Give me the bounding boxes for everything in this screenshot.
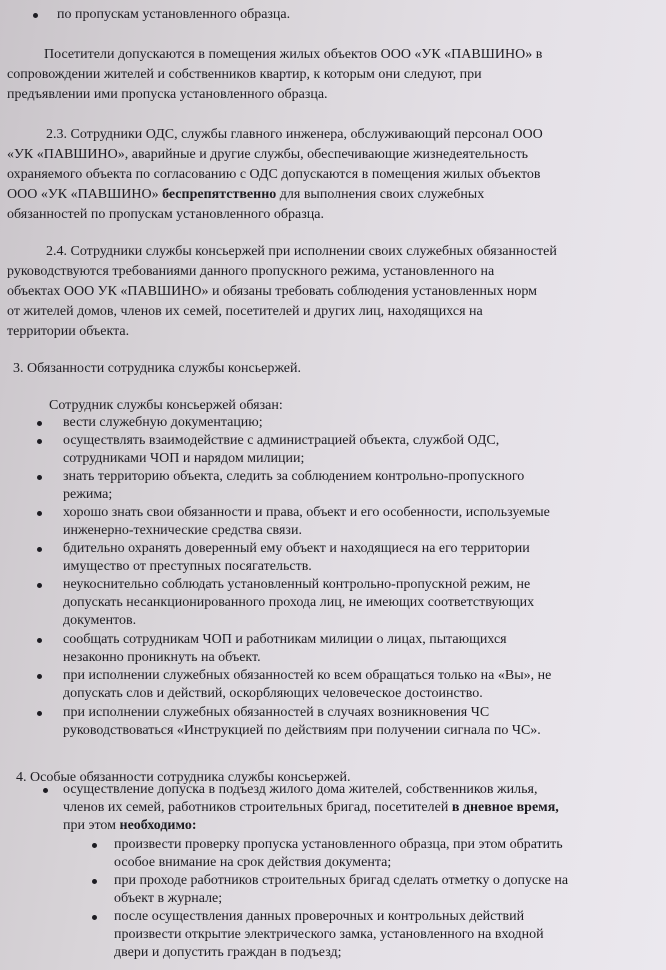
section-3-title: 3. Обязанности сотрудника службы консьержей. xyxy=(13,361,302,376)
section-2-3-line-5: обязанностей по пропускам установленного образца. xyxy=(7,207,324,222)
section-2-4-line-5: территории объекта. xyxy=(7,324,130,339)
visitors-line-2: сопровождении жителей и собственников квартир, к которым они следуют, при xyxy=(7,67,482,82)
section-4-item-line-1: осуществление допуска в подъезд жилого дома жителей, собственников жилья, xyxy=(63,782,538,797)
bullet-marker xyxy=(37,421,42,426)
section-3-item-line: допускать слов и действий, оскорбляющих человеческое достоинство. xyxy=(63,686,483,701)
section-4-necessary-bold: необходимо: xyxy=(119,818,197,833)
section-3-item-line: бдительно охранять доверенный ему объект и находящиеся на его территории xyxy=(63,541,530,556)
section-3-item-line: при исполнении служебных обязанностей в случаях возникновения ЧС xyxy=(63,705,490,720)
bullet-marker xyxy=(37,475,42,480)
section-3-item-line: имущество от преступных посягательств. xyxy=(63,559,312,574)
visitors-line-1: Посетители допускаются в помещения жилых объектов ООО «УК «ПАВШИНО» в xyxy=(44,47,543,62)
section-2-3-bold-word: беспрепятственно xyxy=(162,187,277,202)
section-3-item-line: режима; xyxy=(63,487,113,502)
section-4-subitem-line: произвести открытие электрического замка, установленного на входной xyxy=(114,927,544,942)
bullet-marker xyxy=(37,583,42,588)
section-3-item-line: хорошо знать свои обязанности и права, объект и его особенности, используемые xyxy=(63,505,550,520)
section-4-item-line-3 xyxy=(63,817,197,834)
section-4-subitem-line: объект в журнале; xyxy=(114,891,223,906)
section-3-item-line: инженерно-технические средства связи. xyxy=(63,523,302,538)
section-3-item-line: осуществлять взаимодействие с администрацией объекта, службой ОДС, xyxy=(63,433,500,448)
section-3-item-line: документов. xyxy=(63,613,137,628)
section-2-4-line-1: 2.4. Сотрудники службы консьержей при исполнении своих служебных обязанностей xyxy=(46,244,557,259)
section-2-4-line-3: объектах ООО УК «ПАВШИНО» и обязаны требовать соблюдения установленных норм xyxy=(7,284,538,299)
section-2-3-line-4-start: ООО «УК «ПАВШИНО» xyxy=(7,187,159,202)
section-2-3-line-2: «УК «ПАВШИНО», аварийные и другие службы, обеспечивающие жизнедеятельность xyxy=(7,147,529,162)
section-3-item-line: вести служебную документацию; xyxy=(63,415,263,430)
section-3-item-line: неукоснительно соблюдать установленный контрольно-пропускной режим, не xyxy=(63,577,531,592)
bullet-marker xyxy=(37,439,42,444)
bullet-marker xyxy=(37,711,42,716)
section-2-4-line-4: от жителей домов, членов их семей, посетителей и других лиц, находящихся на xyxy=(7,304,483,319)
section-3-item-line: знать территорию объекта, следить за соблюдением контрольно-пропускного xyxy=(63,469,525,484)
section-4-subitem-line: при проходе работников строительных бригад сделать отметку о допуске на xyxy=(114,873,569,888)
section-3-item-line: сотрудниками ЧОП и нарядом милиции; xyxy=(63,451,305,466)
section-2-3-line-3: охраняемого объекта по согласованию с ОДС допускаются в помещения жилых объектов xyxy=(7,167,541,182)
bullet-marker xyxy=(43,788,48,793)
section-4-subitem-line: произвести проверку пропуска установленного образца, при этом обратить xyxy=(114,837,563,852)
section-4-item-line-2-start: членов их семей, работников строительных бригад, посетителей xyxy=(63,800,449,815)
bullet-marker xyxy=(37,638,42,643)
section-2-3-line-4 xyxy=(7,186,484,203)
section-2-4-line-2: руководствуются требованиями данного пропускного режима, установленного на xyxy=(7,264,495,279)
top-bullet-text: по пропускам установленного образца. xyxy=(57,7,291,22)
section-4-item-line-3-start: при этом xyxy=(63,818,117,833)
section-3-item-line: незаконно проникнуть на объект. xyxy=(63,650,261,665)
section-3-item-line: при исполнении служебных обязанностей ко всем обращаться только на «Вы», не xyxy=(63,668,552,683)
bullet-marker xyxy=(37,547,42,552)
bullet-marker xyxy=(92,843,97,848)
section-4-title: 4. Особые обязанности сотрудника службы консьержей. xyxy=(16,770,351,785)
bullet-marker xyxy=(33,13,38,18)
section-3-item-line: допускать несанкционированного прохода лиц, не имеющих соответствующих xyxy=(63,595,535,610)
bullet-marker xyxy=(37,511,42,516)
section-4-subitem-line: после осуществления данных проверочных и контрольных действий xyxy=(114,909,525,924)
bullet-marker xyxy=(37,674,42,679)
section-2-3-line-1: 2.3. Сотрудники ОДС, службы главного инженера, обслуживающий персонал ООО xyxy=(46,127,543,142)
bullet-marker xyxy=(92,915,97,920)
bullet-marker xyxy=(92,879,97,884)
section-4-item-line-2 xyxy=(63,799,559,816)
visitors-line-3: предъявлении ими пропуска установленного образца. xyxy=(7,87,328,102)
section-3-item-line: сообщать сотрудникам ЧОП и работникам милиции о лицах, пытающихся xyxy=(63,632,507,647)
section-3-intro: Сотрудник службы консьержей обязан: xyxy=(49,398,283,413)
section-4-daytime-bold: в дневное время, xyxy=(451,800,559,815)
section-4-subitem-line: двери и допустить граждан в подъезд; xyxy=(114,945,342,960)
section-2-3-line-4-end: для выполнения своих служебных xyxy=(279,187,485,202)
section-3-item-line: руководствоваться «Инструкцией по действиям при получении сигнала по ЧС». xyxy=(63,723,541,738)
section-4-subitem-line: особое внимание на срок действия документа; xyxy=(114,855,392,870)
